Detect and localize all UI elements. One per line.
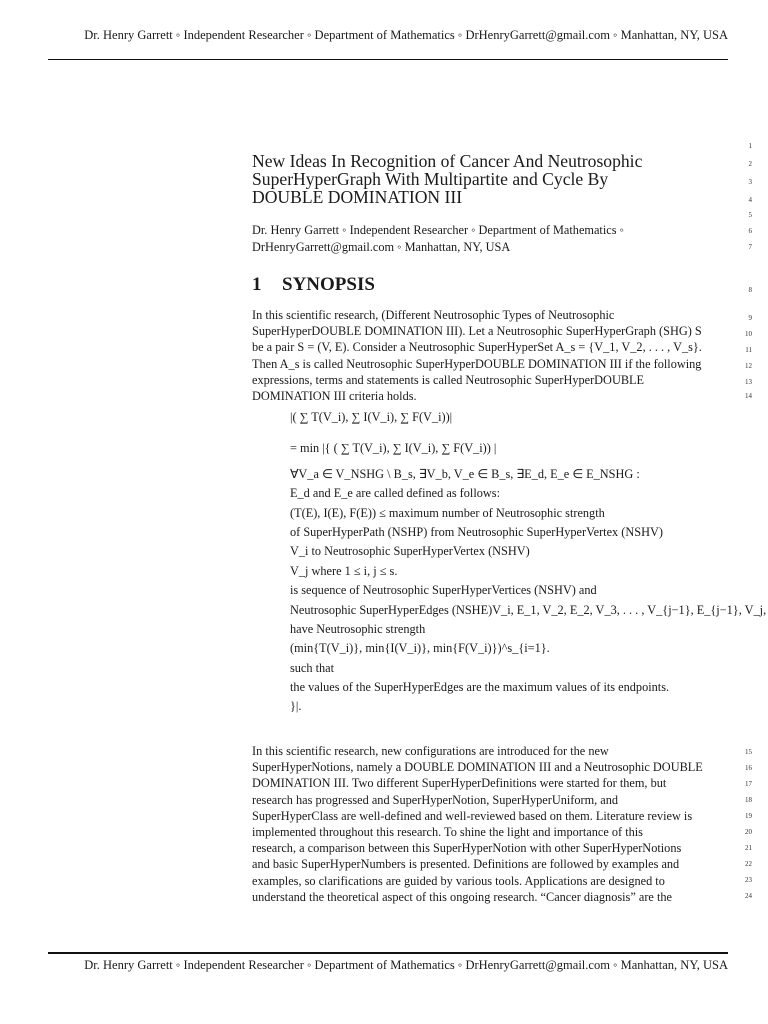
math-line: |( ∑ T(V_i), ∑ I(V_i), ∑ F(V_i))| xyxy=(290,410,453,424)
text-line: In this scientific research, (Different Neutrosophic Types of Neutrosophic xyxy=(252,308,615,322)
section-number: 1 xyxy=(252,274,262,295)
line-number: 7 xyxy=(748,243,752,251)
math-line: of SuperHyperPath (NSHP) from Neutrosophic SuperHyperVertex (NSHV) xyxy=(290,524,663,539)
line-number: 19 xyxy=(745,812,752,820)
math-line: Neutrosophic SuperHyperEdges (NSHE)V_i, E_1, V_2, E_2, V_3, . . . , V_{j−1}, E_{j−1}, V_j, xyxy=(290,602,767,617)
text-line: research has progressed and SuperHyperNotion, SuperHyperUniform, and xyxy=(252,792,619,807)
header-rule xyxy=(48,59,728,60)
line-number: 1 xyxy=(748,142,752,150)
section-title: SYNOPSIS xyxy=(282,274,375,295)
math-display xyxy=(290,408,767,717)
math-line: such that xyxy=(290,660,335,675)
text-line: Then A_s is called Neutrosophic SuperHyperDOUBLE DOMINATION III if the following xyxy=(252,356,702,371)
running-header: Dr. Henry Garrett ◦ Independent Researcher ◦ Department of Mathematics ◦ DrHenryGarrett@gmail.com ◦ Manhattan, NY, USA xyxy=(84,28,728,42)
math-line: have Neutrosophic strength xyxy=(290,621,426,636)
line-number: 18 xyxy=(745,796,752,804)
title-line: SuperHyperGraph With Multipartite and Cycle By xyxy=(252,169,609,189)
line-number: 14 xyxy=(745,392,752,400)
line-number: 6 xyxy=(748,227,752,235)
line-number: 12 xyxy=(745,362,752,370)
line-number: 13 xyxy=(745,378,752,386)
author-line: Dr. Henry Garrett ◦ Independent Researcher ◦ Department of Mathematics ◦ xyxy=(252,223,624,237)
line-number: 21 xyxy=(745,844,752,852)
line-number: 23 xyxy=(745,876,752,884)
paragraph-2 xyxy=(252,743,726,905)
math-line: (T(E), I(E), F(E)) ≤ maximum number of Neutrosophic strength xyxy=(290,505,605,520)
math-line: (min{T(V_i)}, min{I(V_i)}, min{F(V_i)})^s_{i=1}. xyxy=(290,641,550,656)
math-line: is sequence of Neutrosophic SuperHyperVertices (NSHV) and xyxy=(290,583,597,598)
text-line: implemented throughout this research. To shine the light and importance of this xyxy=(252,825,643,840)
line-number: 17 xyxy=(745,780,752,788)
footer-rule xyxy=(48,952,728,954)
line-number: 20 xyxy=(745,828,752,836)
line-number: 4 xyxy=(748,196,752,204)
title-line: New Ideas In Recognition of Cancer And Neutrosophic xyxy=(252,151,643,171)
line-number: 22 xyxy=(745,860,752,868)
title-line: DOUBLE DOMINATION III xyxy=(252,187,463,207)
line-number: 5 xyxy=(748,211,752,219)
math-line: E_d and E_e are called defined as follows: xyxy=(290,486,500,501)
text-line: DOMINATION III. Two different SuperHyperDefinitions were started for them, but xyxy=(252,776,667,791)
paper-title xyxy=(252,152,722,206)
line-number: 2 xyxy=(748,160,752,168)
text-line: be a pair S = (V, E). Consider a Neutrosophic SuperHyperSet A_s = {V_1, V_2, . . . , V_s}. xyxy=(252,340,702,355)
text-line: In this scientific research, new configurations are introduced for the new xyxy=(252,744,609,758)
text-line: SuperHyperDOUBLE DOMINATION III). Let a Neutrosophic SuperHyperGraph (SHG) S xyxy=(252,324,702,339)
text-line: SuperHyperNotions, namely a DOUBLE DOMINATION III and a Neutrosophic DOUBLE xyxy=(252,760,703,775)
section-heading xyxy=(252,274,375,296)
text-line: SuperHyperClass are well-defined and well-reviewed based on them. Literature review is xyxy=(252,808,693,823)
math-line: V_j where 1 ≤ i, j ≤ s. xyxy=(290,563,398,578)
math-line: the values of the SuperHyperEdges are the maximum values of its endpoints. xyxy=(290,680,670,695)
line-number: 11 xyxy=(745,346,752,354)
author-line: DrHenryGarrett@gmail.com ◦ Manhattan, NY, USA xyxy=(252,239,511,254)
line-number: 8 xyxy=(748,286,752,294)
line-number: 10 xyxy=(745,330,752,338)
math-line: V_i to Neutrosophic SuperHyperVertex (NSHV) xyxy=(290,544,530,559)
text-line: research, a comparison between this SuperHyperNotion with other SuperHyperNotions xyxy=(252,841,682,856)
text-line: examples, so clarifications are guided by various tools. Applications are designed to xyxy=(252,873,665,888)
math-line: = min |{ ( ∑ T(V_i), ∑ I(V_i), ∑ F(V_i)) | xyxy=(290,441,497,456)
text-line: expressions, terms and statements is called Neutrosophic SuperHyperDOUBLE xyxy=(252,372,645,387)
math-line: }|. xyxy=(290,699,302,714)
math-line: ∀V_a ∈ V_NSHG \ B_s, ∃V_b, V_e ∈ B_s, ∃E_d, E_e ∈ E_NSHG : xyxy=(290,466,640,481)
paragraph-1 xyxy=(252,307,726,404)
line-number: 16 xyxy=(745,764,752,772)
line-number: 24 xyxy=(745,892,752,900)
text-line: understand the theoretical aspect of this ongoing research. “Cancer diagnosis” are the xyxy=(252,889,672,904)
text-line: and basic SuperHyperNumbers is presented. Definitions are followed by examples and xyxy=(252,857,680,872)
line-number: 3 xyxy=(748,178,752,186)
line-number: 9 xyxy=(748,314,752,322)
author-block xyxy=(252,222,726,255)
text-line: DOMINATION III criteria holds. xyxy=(252,389,417,404)
running-footer: Dr. Henry Garrett ◦ Independent Researcher ◦ Department of Mathematics ◦ DrHenryGarrett@gmail.com ◦ Manhattan, NY, USA xyxy=(84,958,728,972)
line-number: 15 xyxy=(745,748,752,756)
